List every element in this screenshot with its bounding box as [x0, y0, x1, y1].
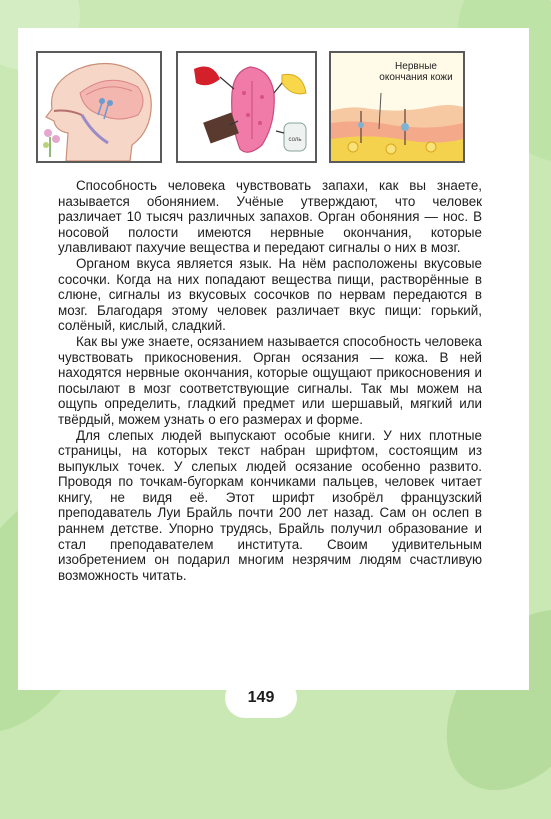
- body-text: [58, 178, 482, 583]
- tongue-taste-icon: [178, 53, 315, 161]
- paragraph-taste: Органом вкуса является язык. На нём расположены вкусовые сосочки. Когда на них попадают вещества пищи, растворённые в слюне, сигналы из вкусовых сосочков по нервам передаются в мозг. Благодаря этому человек различает вкус пищи: горький, солёный, кислый, сладкий.: [58, 255, 482, 334]
- figure-skin-nerves: [329, 51, 465, 163]
- salt-jar-label: соль: [288, 137, 302, 143]
- skin-nerves-label: Нервные окончания кожи: [379, 61, 453, 83]
- figure-taste-tongue: [176, 51, 317, 163]
- figure-smell-head: [36, 51, 162, 163]
- paragraph-smell: Способность человека чувствовать запахи, как вы знаете, называется обонянием. Учёные утверждают, что человек различает 10 тысяч различных запахов. Орган обоняния — нос. В носовой полости имеются нервные окончания, которые улавливают пахучие вещества и передают сигналы о них в мозг.: [58, 178, 482, 256]
- page-number-badge: [225, 678, 297, 718]
- textbook-page: [18, 28, 529, 690]
- head-smell-icon: [38, 53, 160, 161]
- paragraph-braille: Для слепых людей выпускают особые книги. У них плотные страницы, на которых текст набран шрифтом, состоящим из выпуклых точек. У слепых людей осязание особенно развито. Проводя по точкам-бугоркам кончиками пальцев, человек читает книгу, не видя её. Этот шрифт изобрёл французский преподаватель Луи Брайль почти 200 лет назад. Сам он ослеп в раннем детстве. Упорно трудясь, Брайль получил образование и стал преподавателем института. Своим удивительным изобретением он подарил многим незрячим людям счастливую возможность читать.: [58, 427, 482, 583]
- paragraph-touch: Как вы уже знаете, осязанием называется способность человека чувствовать прикосновения. Орган осязания — кожа. В ней находятся нервные окончания, которые ощущают прикосновения и посылают в мозг соответствующие сигналы. Так мы можем на ощупь определить, гладкий предмет или шершавый, мягкий или твёрдый, можем узнать о его размерах и форме.: [58, 333, 482, 427]
- page-number: 149: [247, 689, 275, 706]
